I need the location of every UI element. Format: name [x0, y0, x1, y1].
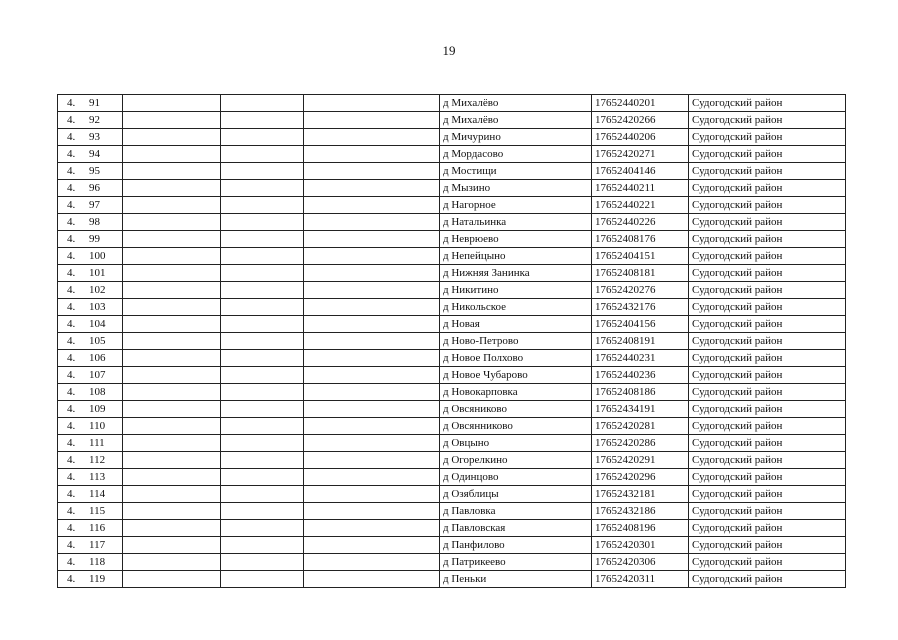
row-section-number: 4. [67, 267, 76, 279]
row-number-cell [58, 214, 123, 231]
district-cell: Судогодский район [689, 316, 846, 333]
empty-cell [221, 180, 304, 197]
row-number-cell [58, 248, 123, 265]
row-index-number: 118 [89, 556, 106, 568]
okato-code-cell: 17652432186 [592, 503, 689, 520]
okato-code-cell: 17652420291 [592, 452, 689, 469]
okato-code-cell: 17652420266 [592, 112, 689, 129]
empty-cell [304, 163, 440, 180]
okato-code-cell: 17652408191 [592, 333, 689, 350]
empty-cell [304, 248, 440, 265]
okato-code-cell: 17652434191 [592, 401, 689, 418]
row-section-number: 4. [67, 488, 76, 500]
row-section-number: 4. [67, 131, 76, 143]
empty-cell [123, 520, 221, 537]
okato-code-cell: 17652432181 [592, 486, 689, 503]
district-cell: Судогодский район [689, 537, 846, 554]
row-index-number: 110 [89, 420, 106, 432]
row-index-number: 103 [89, 301, 106, 313]
row-index-number: 111 [89, 437, 105, 449]
okato-code-cell: 17652420281 [592, 418, 689, 435]
empty-cell [221, 537, 304, 554]
row-number-cell [58, 401, 123, 418]
district-cell: Судогодский район [689, 282, 846, 299]
row-index-number: 95 [89, 165, 100, 177]
empty-cell [221, 435, 304, 452]
district-cell: Судогодский район [689, 401, 846, 418]
settlement-name-cell: д Ново-Петрово [440, 333, 592, 350]
empty-cell [123, 231, 221, 248]
empty-cell [123, 95, 221, 112]
row-number-cell [58, 282, 123, 299]
table-row [58, 231, 846, 248]
empty-cell [304, 231, 440, 248]
row-section-number: 4. [67, 233, 76, 245]
row-index-number: 108 [89, 386, 106, 398]
district-cell: Судогодский район [689, 129, 846, 146]
empty-cell [304, 95, 440, 112]
row-section-number: 4. [67, 386, 76, 398]
row-section-number: 4. [67, 318, 76, 330]
row-index-number: 97 [89, 199, 100, 211]
row-index-number: 98 [89, 216, 100, 228]
table-row [58, 401, 846, 418]
settlement-name-cell: д Панфилово [440, 537, 592, 554]
okato-code-cell: 17652420276 [592, 282, 689, 299]
row-section-number: 4. [67, 216, 76, 228]
row-section-number: 4. [67, 505, 76, 517]
district-cell: Судогодский район [689, 231, 846, 248]
table-row [58, 333, 846, 350]
okato-code-cell: 17652440221 [592, 197, 689, 214]
settlement-name-cell: д Новая [440, 316, 592, 333]
row-index-number: 104 [89, 318, 106, 330]
row-index-number: 92 [89, 114, 100, 126]
settlement-name-cell: д Михалёво [440, 95, 592, 112]
empty-cell [304, 384, 440, 401]
empty-cell [221, 384, 304, 401]
okato-code-cell: 17652420271 [592, 146, 689, 163]
okato-code-cell: 17652420311 [592, 571, 689, 588]
row-section-number: 4. [67, 165, 76, 177]
empty-cell [304, 554, 440, 571]
empty-cell [304, 180, 440, 197]
row-number-cell [58, 418, 123, 435]
row-section-number: 4. [67, 250, 76, 262]
empty-cell [123, 367, 221, 384]
settlement-name-cell: д Овцыно [440, 435, 592, 452]
row-section-number: 4. [67, 284, 76, 296]
okato-code-cell: 17652420286 [592, 435, 689, 452]
empty-cell [123, 452, 221, 469]
table-row [58, 299, 846, 316]
table-row [58, 197, 846, 214]
empty-cell [123, 554, 221, 571]
empty-cell [304, 537, 440, 554]
settlement-name-cell: д Пеньки [440, 571, 592, 588]
empty-cell [221, 469, 304, 486]
table-row [58, 452, 846, 469]
settlement-name-cell: д Новокарповка [440, 384, 592, 401]
empty-cell [123, 282, 221, 299]
empty-cell [221, 248, 304, 265]
row-section-number: 4. [67, 369, 76, 381]
row-number-cell [58, 435, 123, 452]
empty-cell [304, 367, 440, 384]
row-number-cell [58, 316, 123, 333]
row-number-cell [58, 231, 123, 248]
row-number-cell [58, 163, 123, 180]
okato-code-cell: 17652404146 [592, 163, 689, 180]
settlement-name-cell: д Никольское [440, 299, 592, 316]
empty-cell [304, 299, 440, 316]
row-index-number: 119 [89, 573, 106, 585]
settlement-name-cell: д Непейцыно [440, 248, 592, 265]
empty-cell [123, 299, 221, 316]
settlement-name-cell: д Новое Полхово [440, 350, 592, 367]
empty-cell [304, 333, 440, 350]
settlement-name-cell: д Озяблицы [440, 486, 592, 503]
settlement-name-cell: д Новое Чубарово [440, 367, 592, 384]
row-section-number: 4. [67, 403, 76, 415]
district-cell: Судогодский район [689, 418, 846, 435]
row-index-number: 94 [89, 148, 100, 160]
okato-code-cell: 17652420296 [592, 469, 689, 486]
empty-cell [221, 554, 304, 571]
district-cell: Судогодский район [689, 554, 846, 571]
table-row [58, 554, 846, 571]
row-section-number: 4. [67, 420, 76, 432]
settlement-name-cell: д Никитино [440, 282, 592, 299]
district-cell: Судогодский район [689, 146, 846, 163]
empty-cell [123, 248, 221, 265]
table-row [58, 503, 846, 520]
settlement-name-cell: д Овсяниково [440, 401, 592, 418]
empty-cell [221, 418, 304, 435]
table-row [58, 435, 846, 452]
row-index-number: 91 [89, 97, 100, 109]
table-row [58, 384, 846, 401]
district-cell: Судогодский район [689, 452, 846, 469]
district-cell: Судогодский район [689, 248, 846, 265]
empty-cell [304, 452, 440, 469]
row-section-number: 4. [67, 148, 76, 160]
settlement-name-cell: д Натальинка [440, 214, 592, 231]
row-index-number: 117 [89, 539, 106, 551]
empty-cell [304, 129, 440, 146]
empty-cell [123, 163, 221, 180]
settlement-name-cell: д Мостищи [440, 163, 592, 180]
empty-cell [221, 316, 304, 333]
empty-cell [304, 486, 440, 503]
empty-cell [221, 333, 304, 350]
empty-cell [123, 469, 221, 486]
empty-cell [304, 265, 440, 282]
empty-cell [221, 503, 304, 520]
row-index-number: 112 [89, 454, 106, 466]
okato-code-cell: 17652440226 [592, 214, 689, 231]
empty-cell [304, 418, 440, 435]
row-number-cell [58, 537, 123, 554]
row-section-number: 4. [67, 437, 76, 449]
row-index-number: 116 [89, 522, 106, 534]
table-row [58, 418, 846, 435]
row-index-number: 113 [89, 471, 106, 483]
empty-cell [304, 571, 440, 588]
empty-cell [123, 265, 221, 282]
row-index-number: 93 [89, 131, 100, 143]
empty-cell [221, 129, 304, 146]
empty-cell [123, 129, 221, 146]
empty-cell [123, 503, 221, 520]
empty-cell [221, 520, 304, 537]
row-section-number: 4. [67, 522, 76, 534]
district-cell: Судогодский район [689, 503, 846, 520]
okato-code-cell: 17652404156 [592, 316, 689, 333]
row-number-cell [58, 384, 123, 401]
row-index-number: 106 [89, 352, 106, 364]
page-number: 19 [442, 43, 456, 58]
empty-cell [123, 333, 221, 350]
okato-code-cell: 17652440206 [592, 129, 689, 146]
empty-cell [304, 316, 440, 333]
district-cell: Судогодский район [689, 571, 846, 588]
row-section-number: 4. [67, 454, 76, 466]
row-section-number: 4. [67, 335, 76, 347]
row-number-cell [58, 299, 123, 316]
empty-cell [304, 503, 440, 520]
empty-cell [123, 146, 221, 163]
row-index-number: 107 [89, 369, 106, 381]
okato-code-cell: 17652408186 [592, 384, 689, 401]
row-number-cell [58, 197, 123, 214]
row-section-number: 4. [67, 114, 76, 126]
empty-cell [221, 350, 304, 367]
row-number-cell [58, 265, 123, 282]
empty-cell [304, 214, 440, 231]
row-index-number: 114 [89, 488, 106, 500]
row-number-cell [58, 146, 123, 163]
empty-cell [304, 112, 440, 129]
settlement-name-cell: д Мызино [440, 180, 592, 197]
empty-cell [221, 214, 304, 231]
okato-code-cell: 17652440201 [592, 95, 689, 112]
district-cell: Судогодский район [689, 333, 846, 350]
settlement-name-cell: д Павловская [440, 520, 592, 537]
district-cell: Судогодский район [689, 95, 846, 112]
row-number-cell [58, 350, 123, 367]
okato-code-cell: 17652440211 [592, 180, 689, 197]
row-number-cell [58, 367, 123, 384]
row-section-number: 4. [67, 556, 76, 568]
row-section-number: 4. [67, 199, 76, 211]
district-cell: Судогодский район [689, 486, 846, 503]
table-row [58, 129, 846, 146]
district-cell: Судогодский район [689, 384, 846, 401]
row-index-number: 96 [89, 182, 100, 194]
empty-cell [123, 197, 221, 214]
settlement-name-cell: д Неврюево [440, 231, 592, 248]
table-row [58, 537, 846, 554]
table-row [58, 265, 846, 282]
row-section-number: 4. [67, 352, 76, 364]
row-number-cell [58, 452, 123, 469]
district-cell: Судогодский район [689, 163, 846, 180]
empty-cell [221, 163, 304, 180]
table-row [58, 350, 846, 367]
settlement-name-cell: д Нагорное [440, 197, 592, 214]
settlement-name-cell: д Патрикеево [440, 554, 592, 571]
empty-cell [221, 486, 304, 503]
district-cell: Судогодский район [689, 367, 846, 384]
table-row [58, 367, 846, 384]
row-section-number: 4. [67, 97, 76, 109]
district-cell: Судогодский район [689, 435, 846, 452]
settlement-name-cell: д Мичурино [440, 129, 592, 146]
row-index-number: 115 [89, 505, 106, 517]
district-cell: Судогодский район [689, 265, 846, 282]
row-index-number: 99 [89, 233, 100, 245]
empty-cell [221, 112, 304, 129]
row-section-number: 4. [67, 301, 76, 313]
empty-cell [123, 214, 221, 231]
table-row [58, 180, 846, 197]
district-cell: Судогодский район [689, 180, 846, 197]
row-section-number: 4. [67, 182, 76, 194]
empty-cell [123, 537, 221, 554]
empty-cell [304, 469, 440, 486]
row-index-number: 109 [89, 403, 106, 415]
table-row [58, 469, 846, 486]
empty-cell [221, 571, 304, 588]
okato-code-cell: 17652420306 [592, 554, 689, 571]
empty-cell [123, 384, 221, 401]
empty-cell [304, 401, 440, 418]
empty-cell [221, 95, 304, 112]
row-number-cell [58, 503, 123, 520]
district-cell: Судогодский район [689, 299, 846, 316]
empty-cell [221, 299, 304, 316]
okato-code-cell: 17652440236 [592, 367, 689, 384]
empty-cell [304, 520, 440, 537]
okato-code-cell: 17652408196 [592, 520, 689, 537]
empty-cell [123, 571, 221, 588]
empty-cell [123, 350, 221, 367]
okato-code-cell: 17652440231 [592, 350, 689, 367]
row-number-cell [58, 95, 123, 112]
empty-cell [123, 180, 221, 197]
table-row [58, 486, 846, 503]
row-number-cell [58, 554, 123, 571]
empty-cell [221, 282, 304, 299]
empty-cell [123, 435, 221, 452]
settlement-name-cell: д Нижняя Занинка [440, 265, 592, 282]
okato-code-cell: 17652404151 [592, 248, 689, 265]
empty-cell [123, 112, 221, 129]
empty-cell [304, 146, 440, 163]
empty-cell [123, 401, 221, 418]
empty-cell [221, 146, 304, 163]
table-row [58, 146, 846, 163]
settlements-table [57, 94, 846, 588]
empty-cell [304, 197, 440, 214]
empty-cell [221, 452, 304, 469]
district-cell: Судогодский район [689, 350, 846, 367]
row-number-cell [58, 333, 123, 350]
empty-cell [304, 350, 440, 367]
empty-cell [304, 435, 440, 452]
settlement-name-cell: д Одинцово [440, 469, 592, 486]
empty-cell [221, 265, 304, 282]
okato-code-cell: 17652432176 [592, 299, 689, 316]
okato-code-cell: 17652420301 [592, 537, 689, 554]
empty-cell [221, 197, 304, 214]
row-number-cell [58, 129, 123, 146]
row-index-number: 101 [89, 267, 106, 279]
table-row [58, 163, 846, 180]
empty-cell [123, 486, 221, 503]
table-body [58, 95, 846, 588]
row-section-number: 4. [67, 539, 76, 551]
empty-cell [123, 316, 221, 333]
row-number-cell [58, 520, 123, 537]
table-row [58, 571, 846, 588]
table-row [58, 282, 846, 299]
empty-cell [123, 418, 221, 435]
table-row [58, 248, 846, 265]
district-cell: Судогодский район [689, 520, 846, 537]
district-cell: Судогодский район [689, 112, 846, 129]
row-section-number: 4. [67, 471, 76, 483]
table-row [58, 316, 846, 333]
table-row [58, 112, 846, 129]
okato-code-cell: 17652408176 [592, 231, 689, 248]
empty-cell [304, 282, 440, 299]
row-number-cell [58, 469, 123, 486]
row-section-number: 4. [67, 573, 76, 585]
row-number-cell [58, 571, 123, 588]
row-index-number: 100 [89, 250, 106, 262]
row-number-cell [58, 486, 123, 503]
settlement-name-cell: д Мордасово [440, 146, 592, 163]
district-cell: Судогодский район [689, 197, 846, 214]
row-index-number: 102 [89, 284, 106, 296]
district-cell: Судогодский район [689, 469, 846, 486]
empty-cell [221, 367, 304, 384]
empty-cell [221, 401, 304, 418]
empty-cell [221, 231, 304, 248]
table-row [58, 95, 846, 112]
row-index-number: 105 [89, 335, 106, 347]
table-row [58, 214, 846, 231]
row-number-cell [58, 112, 123, 129]
settlement-name-cell: д Овсянниково [440, 418, 592, 435]
okato-code-cell: 17652408181 [592, 265, 689, 282]
settlement-name-cell: д Михалёво [440, 112, 592, 129]
settlement-name-cell: д Павловка [440, 503, 592, 520]
settlement-name-cell: д Огорелкино [440, 452, 592, 469]
row-number-cell [58, 180, 123, 197]
district-cell: Судогодский район [689, 214, 846, 231]
table-row [58, 520, 846, 537]
